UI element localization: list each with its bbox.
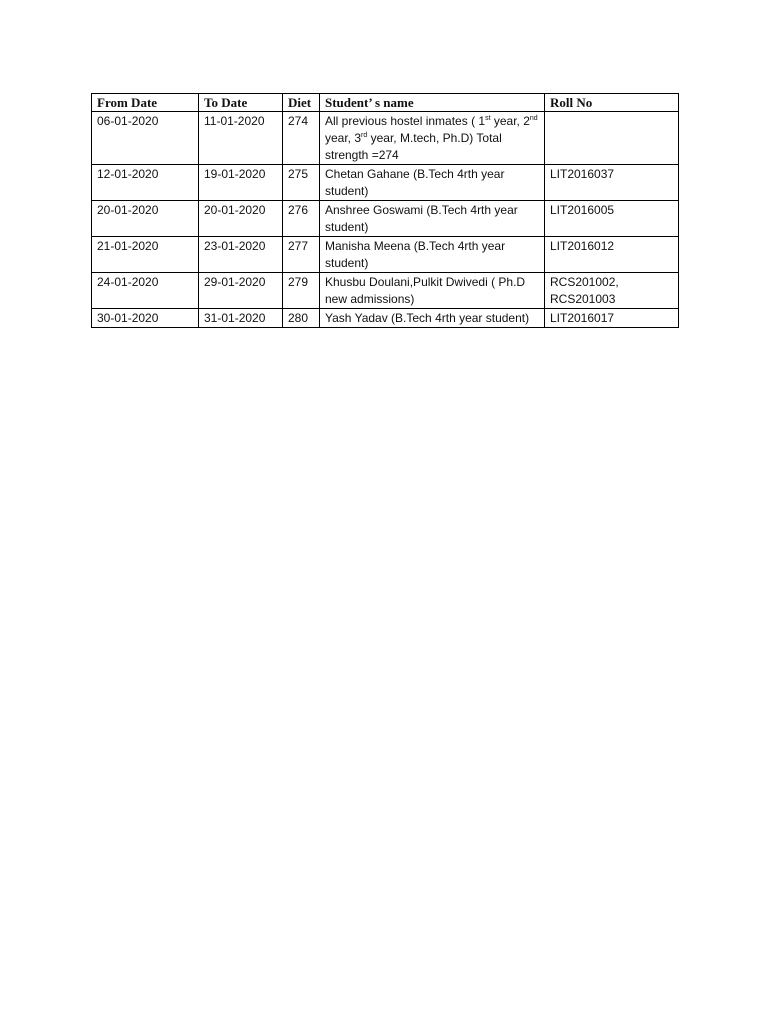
- table-header-row: [92, 94, 679, 112]
- roll-number-line: RCS201002,: [550, 275, 619, 289]
- cell-roll-no: LIT2016005: [545, 201, 679, 237]
- cell-roll-no: [545, 273, 679, 309]
- name-text: year, M.tech, Ph.D) Total strength =274: [325, 131, 502, 162]
- cell-to-date: 31-01-2020: [199, 309, 283, 328]
- header-from-date: From Date: [92, 94, 199, 112]
- cell-student-name: Yash Yadav (B.Tech 4rth year student): [320, 309, 545, 328]
- cell-to-date: 20-01-2020: [199, 201, 283, 237]
- cell-student-name: Chetan Gahane (B.Tech 4rth year student): [320, 165, 545, 201]
- name-text: All previous hostel inmates ( 1: [325, 114, 486, 128]
- cell-to-date: 23-01-2020: [199, 237, 283, 273]
- header-roll-no: Roll No: [545, 94, 679, 112]
- cell-diet: 277: [283, 237, 320, 273]
- cell-roll-no: LIT2016012: [545, 237, 679, 273]
- cell-roll-no: [545, 112, 679, 165]
- header-diet: Diet: [283, 94, 320, 112]
- table-row: [92, 237, 679, 273]
- header-student-name: Student’ s name: [320, 94, 545, 112]
- table-row: [92, 273, 679, 309]
- table-row: [92, 201, 679, 237]
- cell-from-date: 30-01-2020: [92, 309, 199, 328]
- table-row: [92, 309, 679, 328]
- name-text: year, 3: [325, 131, 362, 145]
- roll-number-line: RCS201003: [550, 292, 616, 306]
- cell-to-date: 19-01-2020: [199, 165, 283, 201]
- diet-schedule-table: [91, 93, 679, 328]
- cell-from-date: 21-01-2020: [92, 237, 199, 273]
- cell-diet: 275: [283, 165, 320, 201]
- cell-diet: 276: [283, 201, 320, 237]
- cell-student-name: Manisha Meena (B.Tech 4rth year student): [320, 237, 545, 273]
- cell-diet: 279: [283, 273, 320, 309]
- cell-to-date: 11-01-2020: [199, 112, 283, 165]
- cell-from-date: 20-01-2020: [92, 201, 199, 237]
- cell-diet: 280: [283, 309, 320, 328]
- cell-roll-no: LIT2016037: [545, 165, 679, 201]
- cell-to-date: 29-01-2020: [199, 273, 283, 309]
- cell-diet: 274: [283, 112, 320, 165]
- ordinal-suffix: nd: [529, 115, 538, 122]
- ordinal-suffix: st: [485, 115, 491, 122]
- cell-from-date: 12-01-2020: [92, 165, 199, 201]
- ordinal-suffix: rd: [361, 132, 368, 139]
- cell-student-name: [320, 112, 545, 165]
- table-row: [92, 165, 679, 201]
- table-row: [92, 112, 679, 165]
- cell-from-date: 24-01-2020: [92, 273, 199, 309]
- cell-student-name: Khusbu Doulani,Pulkit Dwivedi ( Ph.D new admissions): [320, 273, 545, 309]
- name-text: year, 2: [490, 114, 530, 128]
- cell-roll-no: LIT2016017: [545, 309, 679, 328]
- cell-student-name: Anshree Goswami (B.Tech 4rth year student): [320, 201, 545, 237]
- cell-from-date: 06-01-2020: [92, 112, 199, 165]
- header-to-date: To Date: [199, 94, 283, 112]
